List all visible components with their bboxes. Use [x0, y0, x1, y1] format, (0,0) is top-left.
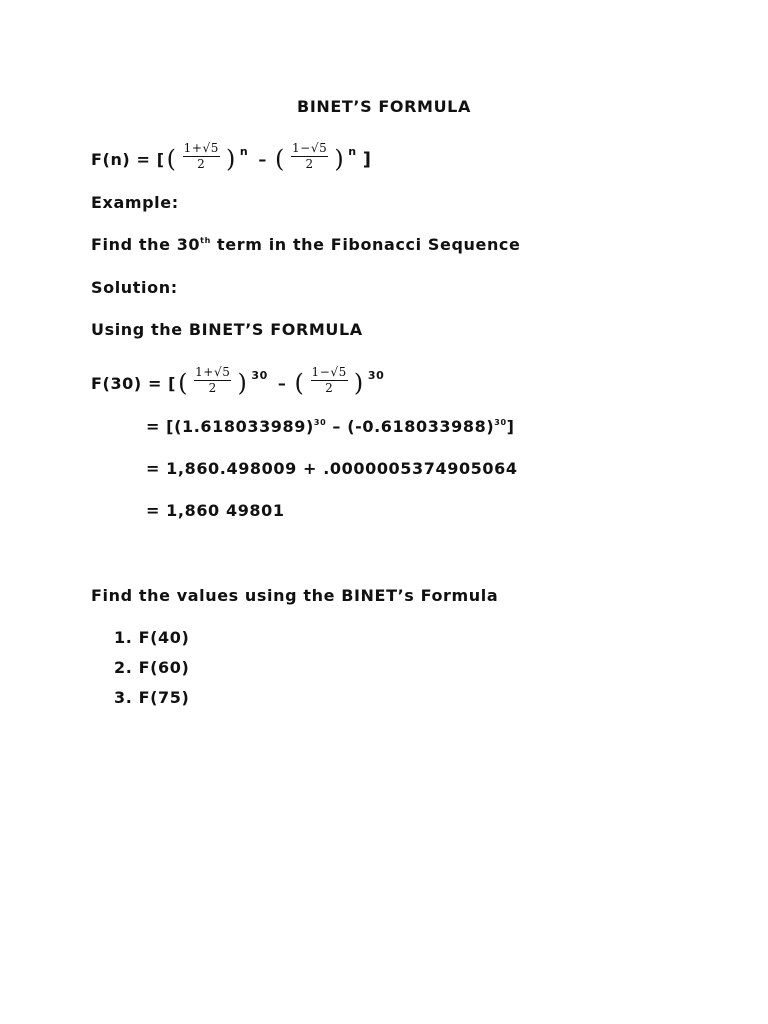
fraction-phi: [194, 366, 231, 395]
f30-formula: [91, 365, 388, 398]
problem-prefix: Find the 30: [91, 235, 201, 254]
solution-step-3: = 1,860 49801: [146, 501, 285, 520]
list-text: F(60): [138, 658, 190, 677]
fraction-denominator: 2: [325, 381, 334, 395]
fraction-numerator: 1+√5: [183, 141, 219, 155]
fraction-psi: [311, 366, 348, 395]
list-text: F(40): [138, 628, 190, 647]
formula-lhs: F(30) = [: [91, 373, 177, 393]
list-number: 3.: [114, 688, 133, 707]
document-title: BINET’S FORMULA: [297, 97, 471, 116]
fraction-denominator: 2: [208, 381, 217, 395]
close-paren: ): [237, 368, 248, 397]
fraction-numerator: 1−√5: [291, 141, 328, 155]
step1-exponent: 30: [313, 418, 327, 427]
list-item: [114, 658, 189, 678]
close-bracket: ]: [362, 148, 372, 170]
close-paren: ): [353, 368, 364, 397]
list-item: [114, 628, 189, 648]
close-paren: ): [225, 144, 236, 173]
fraction-denominator: 2: [197, 157, 206, 171]
fraction-denominator: 2: [305, 157, 314, 171]
open-paren: (: [178, 368, 189, 397]
exponent: n: [348, 144, 357, 158]
open-paren: (: [294, 368, 305, 397]
solution-heading: Solution:: [91, 278, 178, 297]
step1-prefix: = [(1.618033989): [146, 417, 314, 436]
fraction-numerator: 1+√5: [195, 365, 231, 379]
step1-suffix: ]: [506, 417, 515, 436]
example-heading: Example:: [91, 193, 179, 212]
fraction-numerator: 1−√5: [311, 365, 347, 379]
general-formula: [91, 141, 374, 174]
list-number: 1.: [114, 628, 133, 647]
exponent: 30: [251, 368, 268, 382]
formula-lhs: F(n) = [: [91, 149, 165, 169]
minus-sign: –: [258, 149, 267, 169]
list-text: F(75): [138, 688, 190, 707]
exercise-heading: Find the values using the BINET’s Formula: [91, 586, 499, 605]
open-paren: (: [166, 144, 177, 173]
exponent: 30: [367, 368, 385, 382]
fraction-phi: [183, 142, 220, 171]
exponent: n: [239, 144, 249, 158]
minus-sign: –: [277, 373, 287, 393]
using-formula-text: Using the BINET’S FORMULA: [91, 320, 363, 339]
solution-step-2: = 1,860.498009 + .0000005374905064: [146, 459, 518, 478]
list-number: 2.: [114, 658, 133, 677]
step1-exponent: 30: [494, 418, 507, 427]
solution-step-1: [146, 417, 515, 440]
close-paren: ): [334, 144, 345, 173]
ordinal-suffix: th: [200, 236, 211, 245]
fraction-psi: [291, 142, 328, 171]
problem-statement: [91, 235, 520, 258]
list-item: [114, 688, 189, 708]
problem-suffix: term in the Fibonacci Sequence: [210, 235, 521, 254]
open-paren: (: [274, 144, 285, 173]
step1-middle: – (-0.618033988): [326, 417, 495, 436]
